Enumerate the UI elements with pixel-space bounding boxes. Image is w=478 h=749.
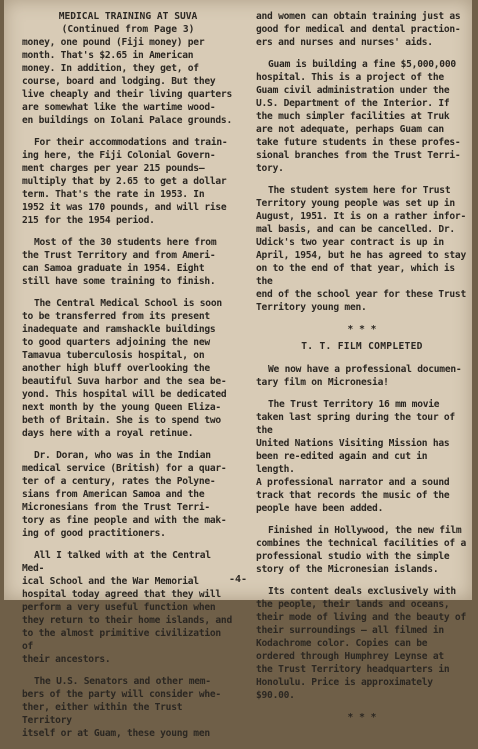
section-separator: * * * [347,324,377,335]
paragraph: money, one pound (Fiji money) per month. That's $2.65 in American money. In addition, they get, of course, board and lodging. But they live cheaply and their living quarters are somewhat like the wartime wood- en buildings on Iolani Palace grounds. [22,37,232,126]
article-heading: MEDICAL TRAINING AT SUVA [58,11,198,22]
paragraph: The student system here for Trust Territory young people was set up in August, 1951. It is on a rather infor- mal basis, and can be cancelled. Dr. Udick's two year contract is up in April, 1954, but he has agreed to stay on to the end of that year, which is the end of the school year for these Trust Territory young men. [256,185,466,313]
paragraph: and women can obtain training just as good for medical and dental praction- ers and nurses and nurses' aids. [256,11,461,48]
page-number: -4- [228,574,248,585]
paragraph: Its content deals exclusively with the people, their lands and oceans, their mode of living and the beauty of their surroundings — all filmed in Kodachrome color. Copies can be ordered through Humphrey Leynse at the Trust Territory headquarters in Honolulu. Price is approximately $90.00. [256,586,466,701]
paragraph: The Trust Territory 16 mm movie taken last spring during the tour of the United Nations Visiting Mission has been re-edited again and cut in length. A professional narrator and a sound track that records the music of the people have been added. [256,399,455,514]
continued-note: (Continued from Page 3) [61,24,195,35]
paragraph: Most of the 30 students here from the Trust Territory and from Ameri- can Samoa graduate in 1954. Eight still have some training to finish. [22,237,217,287]
right-column [256,10,468,728]
end-separator: * * * [347,712,377,723]
paragraph: Finished in Hollywood, the new film combines the technical facilities of a professional studio with the simple story of the Micronesian islands. [256,525,466,575]
paragraph: Dr. Doran, who was in the Indian medical service (British) for a quar- ter of a century, rates the Polyne- sians from American Samoa and the Micronesians from the Trust Terri- tory as fine people and with the mak- ing of good practitioners. [22,450,227,539]
paragraph: The Central Medical School is soon to be transferred from its present inadequate and ramshackle buildings to good quarters adjoining the new Tamavua tuberculosis hospital, on another high bluff overlooking the beautiful Suva harbor and the sea be- yond. This hospital will be dedicated next month by the young Queen Eliza- beth of Britain. She is to spend two days here with a royal retinue. [22,298,227,439]
paragraph: The U.S. Senators and other mem- bers of the party will consider whe- ther, either within the Trust Territory itself or at Guam, these young men [22,676,221,739]
paragraph: All I talked with at the Central Med- ical School and the War Memorial hospital today agreed that they will perform a very useful function when they return to their home islands, and to the almost primitive civilization of their ancestors. [22,550,232,665]
paragraph: For their accommodations and train- ing here, the Fiji Colonial Govern- ment charges per year 215 pounds— multiply that by 2.65 to get a dollar term. That's the rate in 1953. In 1952 it was 170 pounds, and will rise 215 for the 1954 period. [22,137,228,226]
left-column [22,10,234,749]
paragraph: Guam is building a fine $5,000,000 hospital. This is a project of the Guam civil administration under the U.S. Department of the Interior. If the much simpler facilities at Truk are not adequate, perhaps Guam can take future students in these profes- sional branches from the Trust Terri- tory. [256,59,461,174]
section-title: T. T. FILM COMPLETED [301,341,423,352]
paragraph: We now have a professional documen- tary film on Micronesia! [256,364,462,388]
document-page [4,0,472,739]
